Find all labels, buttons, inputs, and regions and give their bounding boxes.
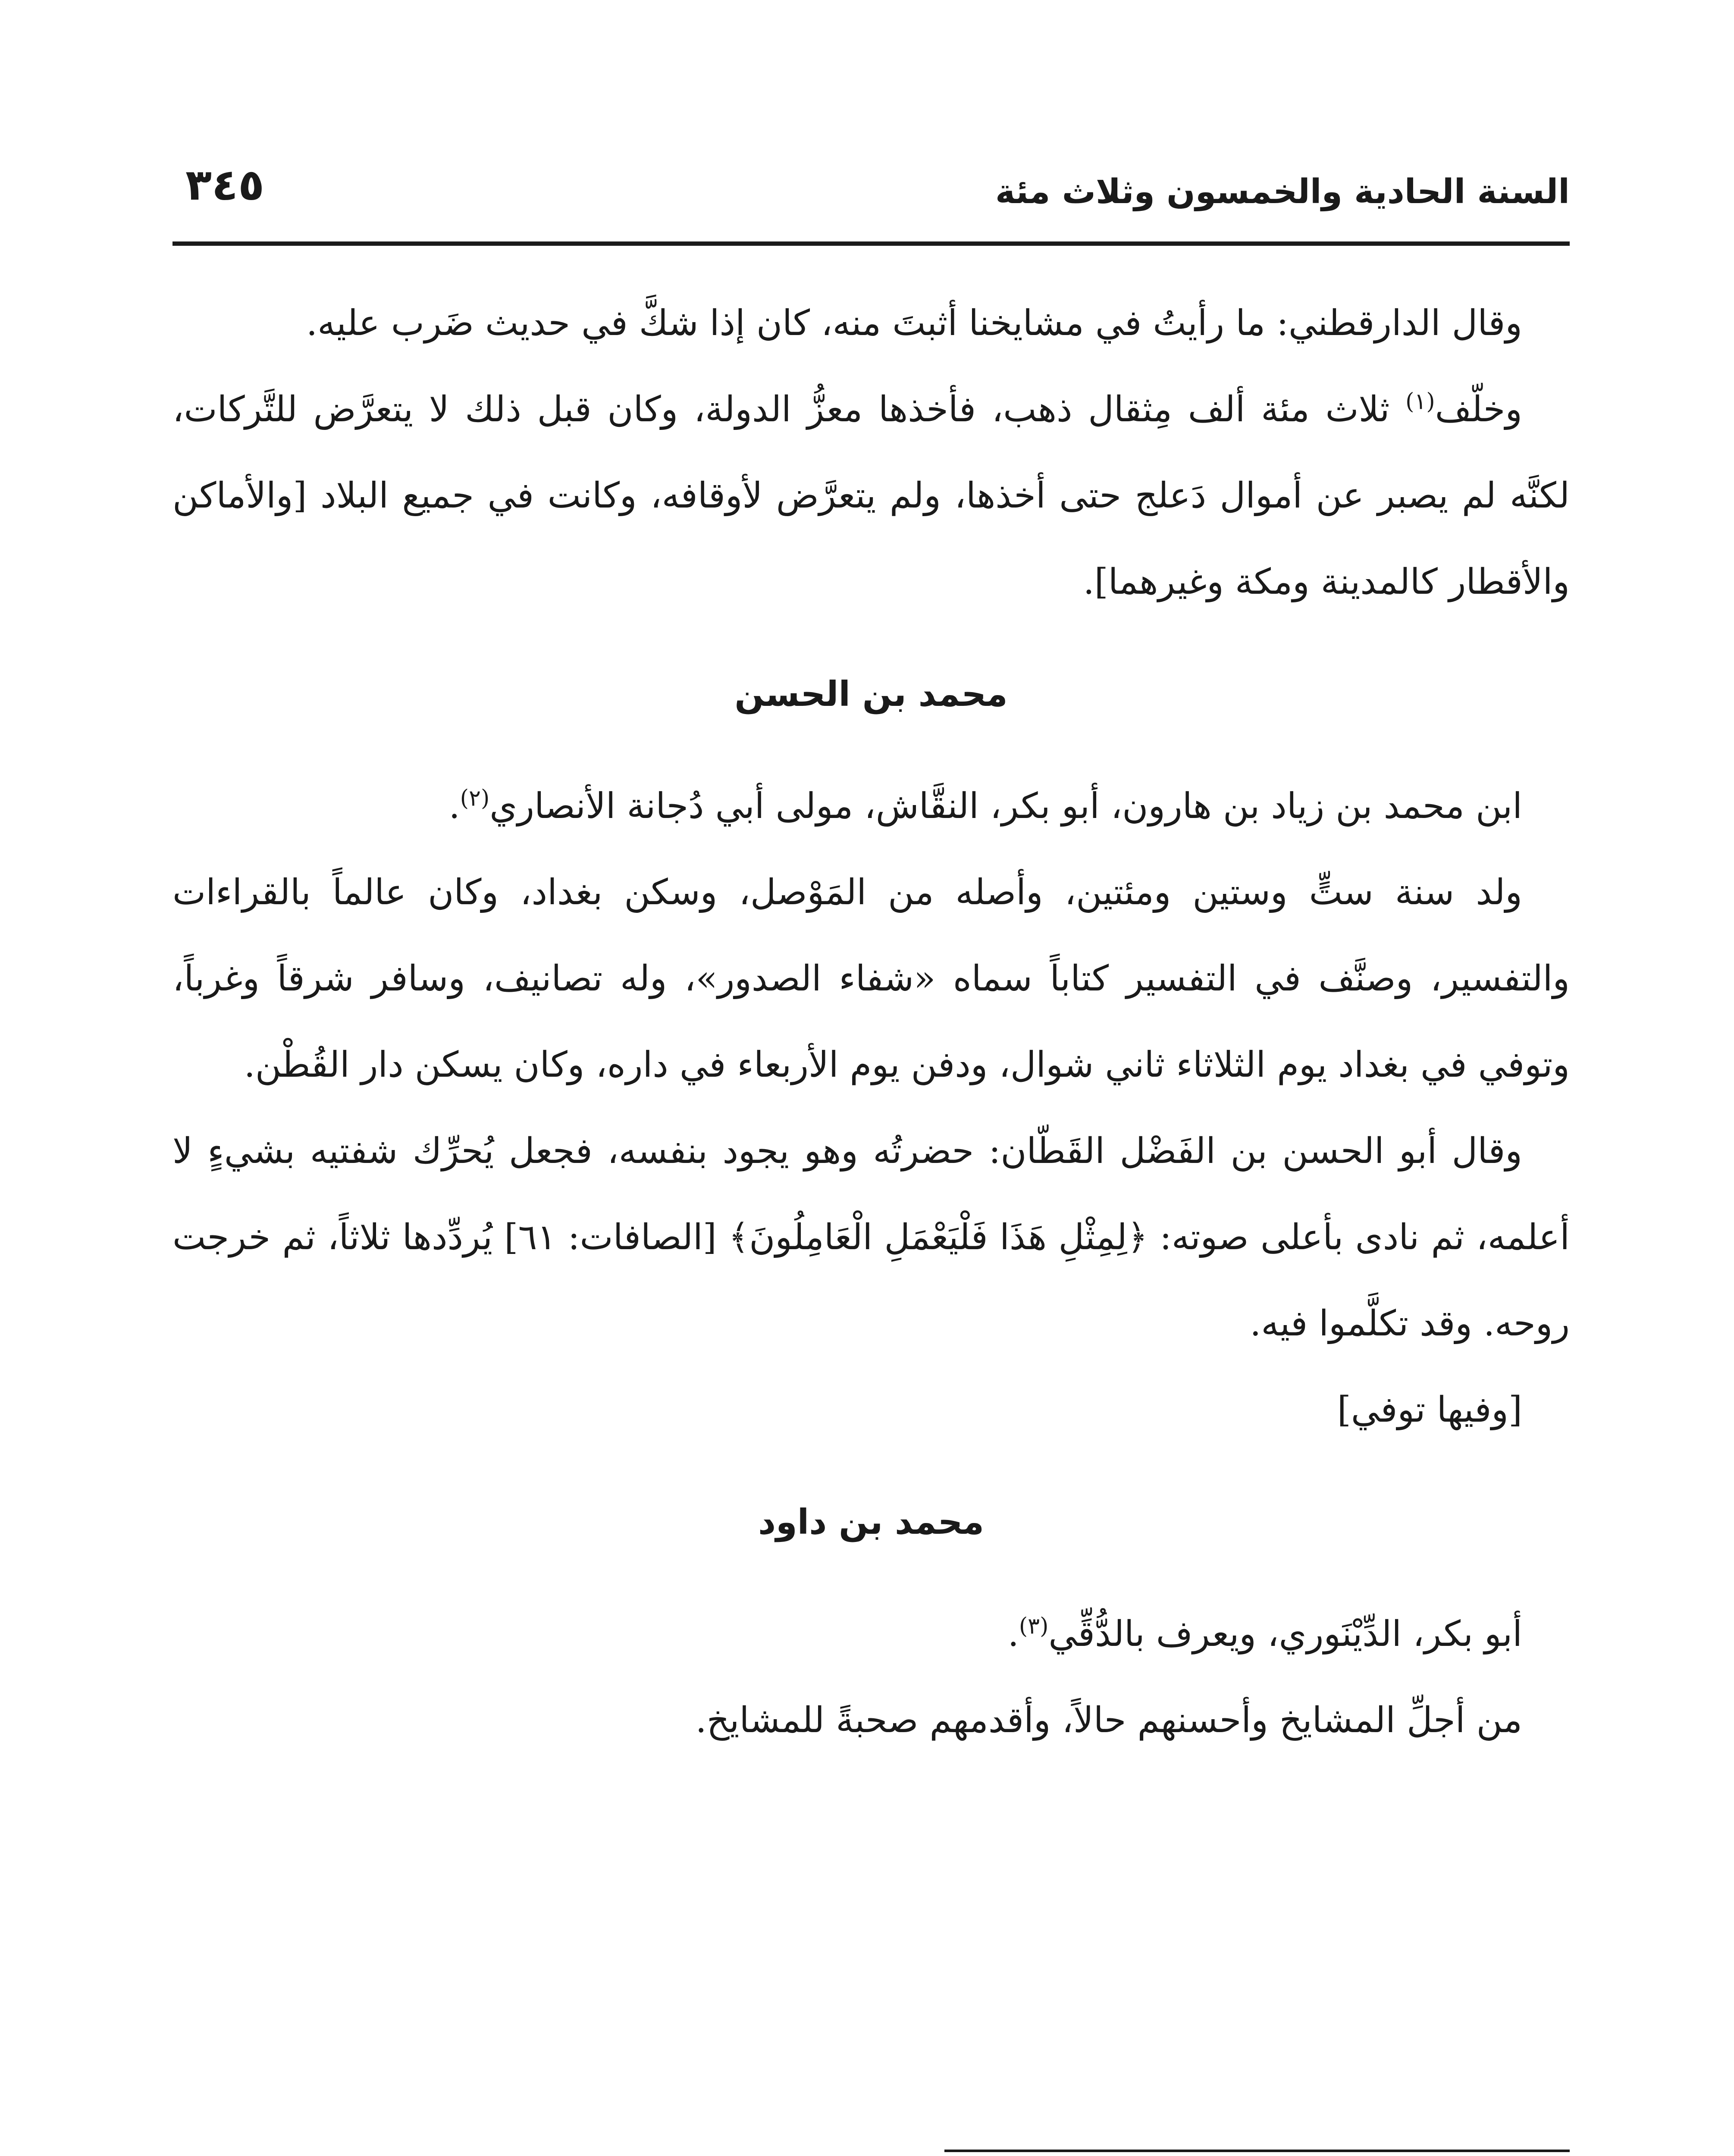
page-number: ٣٤٥ bbox=[185, 160, 265, 210]
paragraph-text: ثلاث مئة ألف مِثقال ذهب، فأخذها معزُّ الدولة، وكان قبل ذلك لا يتعرَّض للتَّركات، لكنَّه لم يصبر عن أموال دَعلج حتى أخذها، ولم يتعرَّض لأوقافه، وكانت في جميع البلاد [والأماكن والأقطار كالمدينة ومكة وغيرهما]. bbox=[172, 389, 1570, 602]
paragraph: من أجلِّ المشايخ وأحسنهم حالاً، وأقدمهم صحبةً للمشايخ. bbox=[695, 1700, 1522, 1741]
paragraph-text: . bbox=[448, 786, 460, 827]
paragraph bbox=[172, 1591, 1570, 1677]
paragraph bbox=[172, 367, 1570, 625]
biography-heading: محمد بن داود bbox=[758, 1502, 985, 1542]
paragraph-text: وخلّف bbox=[1435, 389, 1522, 430]
book-page bbox=[172, 142, 1570, 2156]
paragraph: [وفيها توفي] bbox=[1337, 1389, 1522, 1430]
paragraph: وقال أبو الحسن بن الفَضْل القَطّان: حضرتُه وهو يجود بنفسه، فجعل يُحرِّك شفتيه بشيءٍ لا أعلمه، ثم نادى بأعلى صوته: ﴿لِمِثْلِ هَذَا فَلْيَعْمَلِ الْعَامِلُونَ﴾ [الصافات: ٦١] يُردِّدها ثلاثاً، ثم خرجت روحه. وقد تكلَّموا فيه. bbox=[172, 1131, 1570, 1344]
footnote-ref[interactable]: (٣) bbox=[1019, 1613, 1049, 1639]
footnote-ref[interactable]: (٢) bbox=[460, 785, 490, 812]
header-title: السنة الحادية والخمسون وثلاث مئة bbox=[995, 172, 1570, 211]
main-text bbox=[172, 280, 1570, 1764]
paragraph-text: أبو بكر، الدِّيْنَوري، ويعرف بالدُّقِّي bbox=[1048, 1614, 1522, 1655]
running-header bbox=[172, 142, 1570, 237]
footnote-ref[interactable]: (١) bbox=[1405, 389, 1435, 415]
paragraph: وقال الدارقطني: ما رأيتُ في مشايخنا أثبتَ منه، كان إذا شكَّ في حديث ضَرب عليه. bbox=[306, 303, 1522, 344]
footnote-rule bbox=[944, 2150, 1570, 2152]
paragraph bbox=[172, 763, 1570, 849]
header-rule bbox=[172, 241, 1570, 246]
paragraph-text: ابن محمد بن زياد بن هارون، أبو بكر، النقَّاش، مولى أبي دُجانة الأنصاري bbox=[489, 786, 1522, 827]
paragraph: ولد سنة ستٍّ وستين ومئتين، وأصله من المَوْصل، وسكن بغداد، وكان عالماً بالقراءات والتفسير، وصنَّف في التفسير كتاباً سماه «شفاء الصدور»، وله تصانيف، وسافر شرقاً وغرباً، وتوفي في بغداد يوم الثلاثاء ثاني شوال، ودفن يوم الأربعاء في داره، وكان يسكن دار القُطْن. bbox=[172, 872, 1570, 1085]
biography-heading: محمد بن الحسن bbox=[734, 674, 1008, 714]
paragraph-text: . bbox=[1007, 1614, 1019, 1655]
